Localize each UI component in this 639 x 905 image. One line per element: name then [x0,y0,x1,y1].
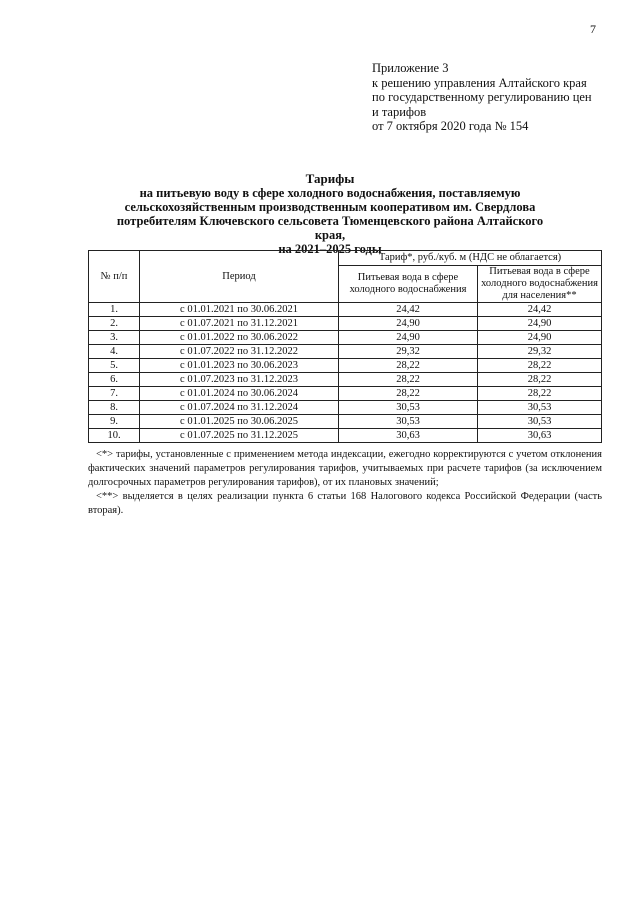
header-tariff-group: Тариф*, руб./куб. м (НДС не облагается) [339,251,602,266]
row-population-tariff: 30,63 [478,429,602,443]
footnotes [88,448,602,518]
row-period: с 01.07.2024 по 31.12.2024 [140,401,339,415]
header-period: Период [140,251,339,303]
row-period: с 01.01.2024 по 30.06.2024 [140,387,339,401]
table-row [89,359,602,373]
title-main: Тарифы [305,171,355,186]
row-number: 10. [89,429,140,443]
header-drinking-water: Питьевая вода в сфере холодного водоснабжения [339,266,478,303]
row-population-tariff: 30,53 [478,415,602,429]
row-population-tariff: 28,22 [478,359,602,373]
table-row [89,317,602,331]
row-drinking-tariff: 24,42 [339,303,478,317]
title-line: сельскохозяйственным производственным кооперативом им. Свердлова [124,200,536,214]
row-drinking-tariff: 24,90 [339,331,478,345]
row-period: с 01.01.2021 по 30.06.2021 [140,303,339,317]
page-number: 7 [590,22,596,36]
row-population-tariff: 30,53 [478,401,602,415]
row-population-tariff: 28,22 [478,373,602,387]
row-number: 1. [89,303,140,317]
table-row [89,429,602,443]
row-drinking-tariff: 28,22 [339,387,478,401]
row-number: 8. [89,401,140,415]
row-drinking-tariff: 29,32 [339,345,478,359]
row-period: с 01.01.2022 по 30.06.2022 [140,331,339,345]
title-line: на питьевую воду в сфере холодного водоснабжения, поставляемую [139,186,521,200]
footnote-vat: <**> выделяется в целях реализации пункта 6 статьи 168 Налогового кодекса Российской Федерации (часть вторая). [88,491,602,516]
row-period: с 01.01.2025 по 30.06.2025 [140,415,339,429]
appendix-reference [372,61,592,134]
appendix-line: к решению управления Алтайского края [372,75,587,90]
table-row [89,373,602,387]
row-drinking-tariff: 30,53 [339,401,478,415]
row-drinking-tariff: 24,90 [339,317,478,331]
row-period: с 01.07.2025 по 31.12.2025 [140,429,339,443]
row-population-tariff: 24,90 [478,331,602,345]
appendix-line: и тарифов [372,104,427,119]
row-population-tariff: 24,90 [478,317,602,331]
row-period: с 01.07.2023 по 31.12.2023 [140,373,339,387]
header-population-water: Питьевая вода в сфере холодного водоснабжения для населения** [478,266,602,303]
table-row [89,345,602,359]
appendix-line: по государственному регулированию цен [372,90,592,104]
row-number: 6. [89,373,140,387]
header-num: № п/п [89,251,140,303]
table-row [89,401,602,415]
document-title [110,172,550,256]
row-drinking-tariff: 28,22 [339,359,478,373]
row-number: 7. [89,387,140,401]
row-number: 2. [89,317,140,331]
row-period: с 01.07.2022 по 31.12.2022 [140,345,339,359]
tariff-table [88,250,602,443]
appendix-line: Приложение 3 [372,61,449,75]
table-row [89,331,602,345]
row-population-tariff: 28,22 [478,387,602,401]
row-population-tariff: 29,32 [478,345,602,359]
row-number: 4. [89,345,140,359]
table-row [89,303,602,317]
row-population-tariff: 24,42 [478,303,602,317]
row-drinking-tariff: 30,53 [339,415,478,429]
row-period: с 01.07.2021 по 31.12.2021 [140,317,339,331]
row-period: с 01.01.2023 по 30.06.2023 [140,359,339,373]
row-number: 5. [89,359,140,373]
appendix-line: от 7 октября 2020 года № 154 [372,119,529,133]
row-number: 9. [89,415,140,429]
tariff-table-body [89,303,602,443]
row-drinking-tariff: 30,63 [339,429,478,443]
row-number: 3. [89,331,140,345]
footnote-tariffs: <*> тарифы, установленные с применением метода индексации, ежегодно корректируются с учетом отклонения фактических значений параметров регулирования тарифов, учитываемых при расчете тарифов (за исключением долгосрочных параметров регулирования тарифов), от их плановых значений; [88,449,602,488]
title-line: на 2021–2025 годы [278,242,382,256]
table-row [89,415,602,429]
table-row [89,387,602,401]
title-line: потребителям Ключевского сельсовета Тюменцевского района Алтайского края, [116,214,544,242]
row-drinking-tariff: 28,22 [339,373,478,387]
